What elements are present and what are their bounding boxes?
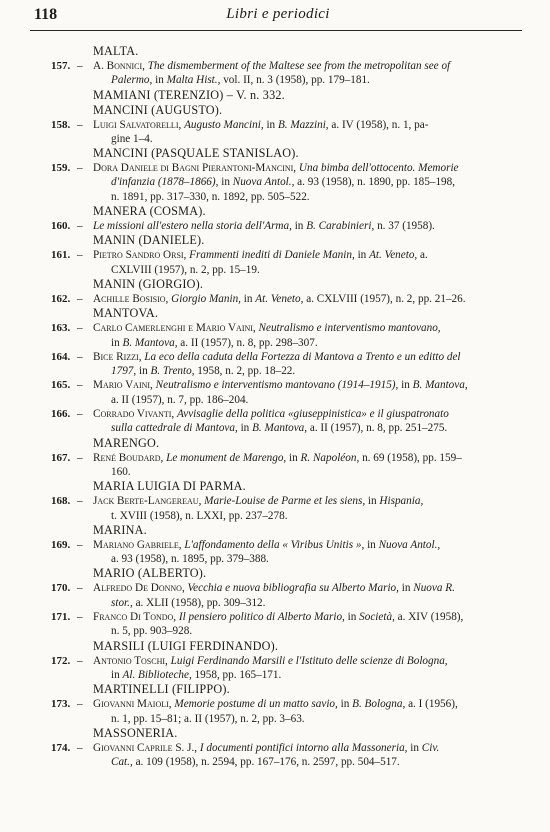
entry-title: Memorie postume di un matto savio, [174,698,338,711]
entry-title: B. Mantova, [412,379,468,392]
subject-heading: MALTA. [93,44,139,58]
entry-text: in [364,538,379,551]
subject-heading: MANIN (GIORGIO). [93,276,204,291]
entry-text: in [263,118,278,131]
entry-text: in [218,176,233,189]
entry-text: in [337,698,353,711]
entry-row [0,581,550,610]
entry-title: stor., [111,596,133,609]
entry-text: in [152,74,167,87]
entry-row [0,118,550,147]
entry-body [93,494,526,523]
entry-title: Palermo, [111,74,153,87]
entry-text: 1958, pp. 165–171. [191,668,282,681]
entry-title: R. Napoléon, [300,451,360,464]
entry-row [0,494,550,523]
entry-dash: – [77,379,83,392]
page-number: 118 [34,6,58,23]
entry-row [0,407,550,436]
entry-line [93,741,526,755]
entry-text: in [354,249,370,262]
entry-row [0,610,550,639]
entry-dash: – [77,698,83,711]
entry-dash: – [77,220,83,233]
entry-line [93,596,526,610]
entry-author: Mariano Gabriele, [93,538,182,551]
subject-heading: MARENGO. [93,435,160,450]
entry-author: Corrado Vivanti, [93,408,175,421]
entry-text: a. XLII (1958), pp. 309–312. [132,596,266,609]
entry-line [93,624,526,638]
entry-body [93,538,526,567]
entry-row [0,378,550,407]
entry-body [93,407,526,436]
entry-text: n. 69 (1958), pp. 159– [359,451,462,464]
entry-body [93,610,526,639]
entry-row [0,248,550,277]
entry-title: Civ. [421,741,440,754]
entry-text: in [111,336,123,349]
entry-title: B. Mazzini, [277,118,329,131]
entry-number: 160. [51,220,71,233]
entry-row [0,161,550,204]
subject-heading: MARINA. [93,522,147,537]
subject-heading: MASSONERIA. [93,725,178,740]
entry-title: B. Mantova, [122,336,178,349]
entry-dash: – [77,611,83,624]
entry-author: Luigi Salvatorelli, [93,118,182,131]
entry-title: Le missioni all'estero nella storia dell'Arma, [93,220,292,233]
entry-dash: – [77,162,83,175]
entry-line [93,118,526,132]
entry-line [93,175,526,189]
entry-title: Malta Hist., [166,74,221,87]
entry-line [93,538,526,552]
entry-line [93,161,526,175]
entry-text: in [291,220,307,233]
entry-text: in [398,379,413,392]
entry-number: 164. [51,350,71,363]
entry-line [93,248,526,262]
entry-text: a. II (1957), n. 8, pp. 298–307. [177,336,318,349]
entry-dash: – [77,582,83,595]
entry-title: Marie-Louise de Parme et les siens, [204,495,366,508]
entry-number: 166. [51,408,71,421]
entry-title: Frammenti inediti di Daniele Manin, [189,249,355,262]
entry-text: in [136,365,151,378]
entry-title: B. Bologna, [352,698,406,711]
entry-line [93,73,526,87]
entry-author: Franco Di Tondo, [93,611,177,624]
entry-number: 167. [51,451,71,464]
entry-title: sulla cattedrale di Mantova, [111,422,238,435]
entry-title: Augusto Mancini, [184,118,264,131]
entry-line [93,755,526,769]
entry-row [0,350,550,379]
entry-author: Antonio Toschi, [93,654,168,667]
entry-text: n. 1, pp. 15–81; a. II (1957), n. 2, pp. 3–63. [111,712,305,725]
entry-line [93,59,526,73]
entry-title: L'affondamento della « Viribus Unitis », [184,538,365,551]
entry-text: a. IV (1958), n. 1, pa- [328,118,429,131]
page-header [34,4,522,26]
subject-heading: MARIA LUIGIA DI PARMA. [93,479,246,494]
entry-line [93,494,526,508]
entry-title: Neutralismo e interventismo mantovano (1914–1915), [155,379,399,392]
entry-dash: – [77,350,83,363]
entry-line [93,451,526,465]
entry-dash: – [77,249,83,262]
entry-title: B. Trento, [150,365,195,378]
header-rule [30,30,522,31]
entry-dash: – [77,408,83,421]
entry-line [93,263,526,277]
entry-text: in [286,451,301,464]
entry-body [93,321,526,350]
entry-text: n. 37 (1958). [374,220,435,233]
entry-body [93,350,526,379]
entry-number: 159. [51,162,71,175]
subject-heading: MARTINELLI (FILIPPO). [93,682,230,697]
entry-title: Neutralismo e interventismo mantovano, [258,322,441,335]
entry-title: B. Carabinieri, [306,220,375,233]
entry-text: in [344,611,360,624]
entry-author: René Boudard, [93,451,164,464]
entry-row [0,697,550,726]
entry-text: a. II (1957), n. 8, pp. 251–275. [307,422,448,435]
entry-line [93,190,526,204]
entry-author: Giovanni Maioli, [93,698,172,711]
entry-dash: – [77,654,83,667]
entry-line [93,552,526,566]
subject-heading: MARSILI (LUIGI FERDINANDO). [93,638,279,653]
entry-title: 1797, [111,365,137,378]
entry-author: Achille Bosisio, [93,292,169,305]
subject-heading: MANCINI (PASQUALE STANISLAO). [93,146,299,161]
entry-line [93,465,526,479]
entry-text: vol. II, n. 3 (1958), pp. 179–181. [220,74,370,87]
bibliography-list [0,44,550,769]
entry-body [93,378,526,407]
entry-dash: – [77,495,83,508]
entry-title: Nuova Antol., [378,538,441,551]
entry-body [93,451,526,480]
entry-body [93,219,526,233]
entry-number: 171. [51,611,71,624]
entry-line [93,509,526,523]
entry-dash: – [77,118,83,131]
entry-line [93,378,526,392]
entry-line [93,336,526,350]
running-title: Libri e periodici [226,6,330,22]
entry-title: La eco della caduta della Fortezza di Mantova a Trento e un editto del [144,350,461,363]
entry-body [93,654,526,683]
entry-title: Il pensiero politico di Alberto Mario, [178,611,345,624]
entry-title: At. Veneto, [369,249,418,262]
entry-line [93,407,526,421]
entry-number: 162. [51,292,71,305]
entry-number: 165. [51,379,71,392]
entry-text: t. XVIII (1958), n. LXXI, pp. 237–278. [111,509,288,522]
subject-heading: MAMIANI (TERENZIO) – V. n. 332. [93,87,285,102]
entry-title: Avvisaglie della politica «giuseppinistica» e il giuspatronato [177,408,449,421]
entry-body [93,248,526,277]
entry-title: Hispania, [379,495,424,508]
entry-text: a. I (1956), [405,698,458,711]
entry-body [93,741,526,770]
entry-number: 174. [51,741,71,754]
entry-body [93,581,526,610]
entry-row [0,321,550,350]
entry-title: Nuova Antol., [232,176,295,189]
entry-text: in [407,741,422,754]
entry-text: in [111,668,123,681]
entry-line [93,421,526,435]
entry-line [93,712,526,726]
entry-text: n. 5, pp. 903–928. [111,625,193,638]
entry-text: 160. [111,465,131,478]
entry-title: Società, [359,611,395,624]
entry-title: At. Veneto, [255,292,304,305]
entry-text: gine 1–4. [111,132,153,145]
entry-body [93,59,526,88]
entry-line [93,292,526,306]
entry-line [93,668,526,682]
entry-title: I documenti pontifici intorno alla Massoneria, [199,741,408,754]
entry-title: Una bimba dell'ottocento. Memorie [298,162,459,175]
entry-author: Carlo Camerlenghi e Mario Vaini, [93,322,256,335]
entry-author: Mario Vaini, [93,379,153,392]
entry-dash: – [77,451,83,464]
entry-dash: – [77,60,83,72]
entry-number: 172. [51,654,71,667]
entry-text: a. CXLVIII (1957), n. 2, pp. 21–26. [303,292,466,305]
entry-line [93,581,526,595]
entry-text: CXLVIII (1957), n. 2, pp. 15–19. [111,263,260,276]
entry-author: A. Bonnici, [93,60,145,72]
entry-author: Dora Daniele di Bagni Pierantoni-Mancini, [93,162,297,175]
entry-title: Al. Biblioteche, [122,668,192,681]
entry-author: Alfredo De Donno, [93,582,185,595]
entry-text: a. XIV (1958), [394,611,464,624]
subject-heading: MANIN (DANIELE). [93,233,205,248]
entry-dash: – [77,538,83,551]
entry-author: Pietro Sandro Orsi, [93,249,187,262]
entry-text: 1958, n. 2, pp. 18–22. [194,365,296,378]
subject-heading: MARIO (ALBERTO). [93,566,207,581]
entry-number: 168. [51,495,71,508]
entry-number: 161. [51,249,71,262]
subject-heading: MANERA (COSMA). [93,204,206,219]
entry-title: d'infanzia (1878–1866), [111,176,219,189]
entry-title: Luigi Ferdinando Marsili e l'Istituto delle scienze di Bologna, [170,654,448,667]
entry-line [93,350,526,364]
entry-line [93,219,526,233]
subject-heading: MANCINI (AUGUSTO). [93,102,223,117]
entry-line [93,393,526,407]
entry-dash: – [77,322,83,335]
entry-text: a. II (1957), n. 7, pp. 186–204. [111,393,249,406]
entry-dash: – [77,292,83,305]
entry-title: B. Mantova, [252,422,308,435]
entry-line [93,364,526,378]
entry-text: a. 93 (1958), n. 1890, pp. 185–198, [294,176,456,189]
entry-number: 158. [51,118,71,131]
entry-title: The dismemberment of the Maltese see from the metropolitan see of [147,60,451,72]
entry-line [93,654,526,668]
entry-line [93,610,526,624]
entry-title: Le monument de Marengo, [166,451,287,464]
entry-author: Bice Rizzi, [93,350,142,363]
subject-heading: MANTOVA. [93,306,159,321]
entry-text: a. 93 (1958), n. 1895, pp. 379–388. [111,553,269,566]
entry-row [0,219,550,233]
entry-body [93,161,526,204]
entry-number: 163. [51,322,71,335]
entry-number: 169. [51,538,71,551]
entry-number: 173. [51,698,71,711]
entry-author: Giovanni Caprile S. J., [93,741,198,754]
entry-text: a. [417,249,428,262]
entry-author: Jack Berte-Langereau, [93,495,202,508]
entry-text: in [365,495,380,508]
entry-dash: – [77,741,83,754]
entry-title: Nuova R. [413,582,455,595]
entry-line [93,132,526,146]
entry-text: n. 1891, pp. 317–330, n. 1892, pp. 505–522. [111,190,310,203]
entry-line [93,697,526,711]
entry-text: in [240,292,256,305]
entry-row [0,59,550,88]
entry-title: Vecchia e nuova bibliografia su Alberto Mario, [187,582,399,595]
entry-text: a. 109 (1958), n. 2594, pp. 167–176, n. 2597, pp. 504–517. [132,756,400,769]
entry-row [0,451,550,480]
entry-title: Cat., [111,756,133,769]
entry-body [93,697,526,726]
entry-body [93,292,526,306]
entry-title: Giorgio Manin, [171,292,241,305]
entry-row [0,538,550,567]
entry-line [93,321,526,335]
entry-body [93,118,526,147]
entry-number: 157. [51,60,71,72]
entry-row [0,292,550,306]
entry-row [0,654,550,683]
entry-text: in [398,582,414,595]
entry-text: in [237,422,253,435]
entry-row [0,741,550,770]
entry-number: 170. [51,582,71,595]
